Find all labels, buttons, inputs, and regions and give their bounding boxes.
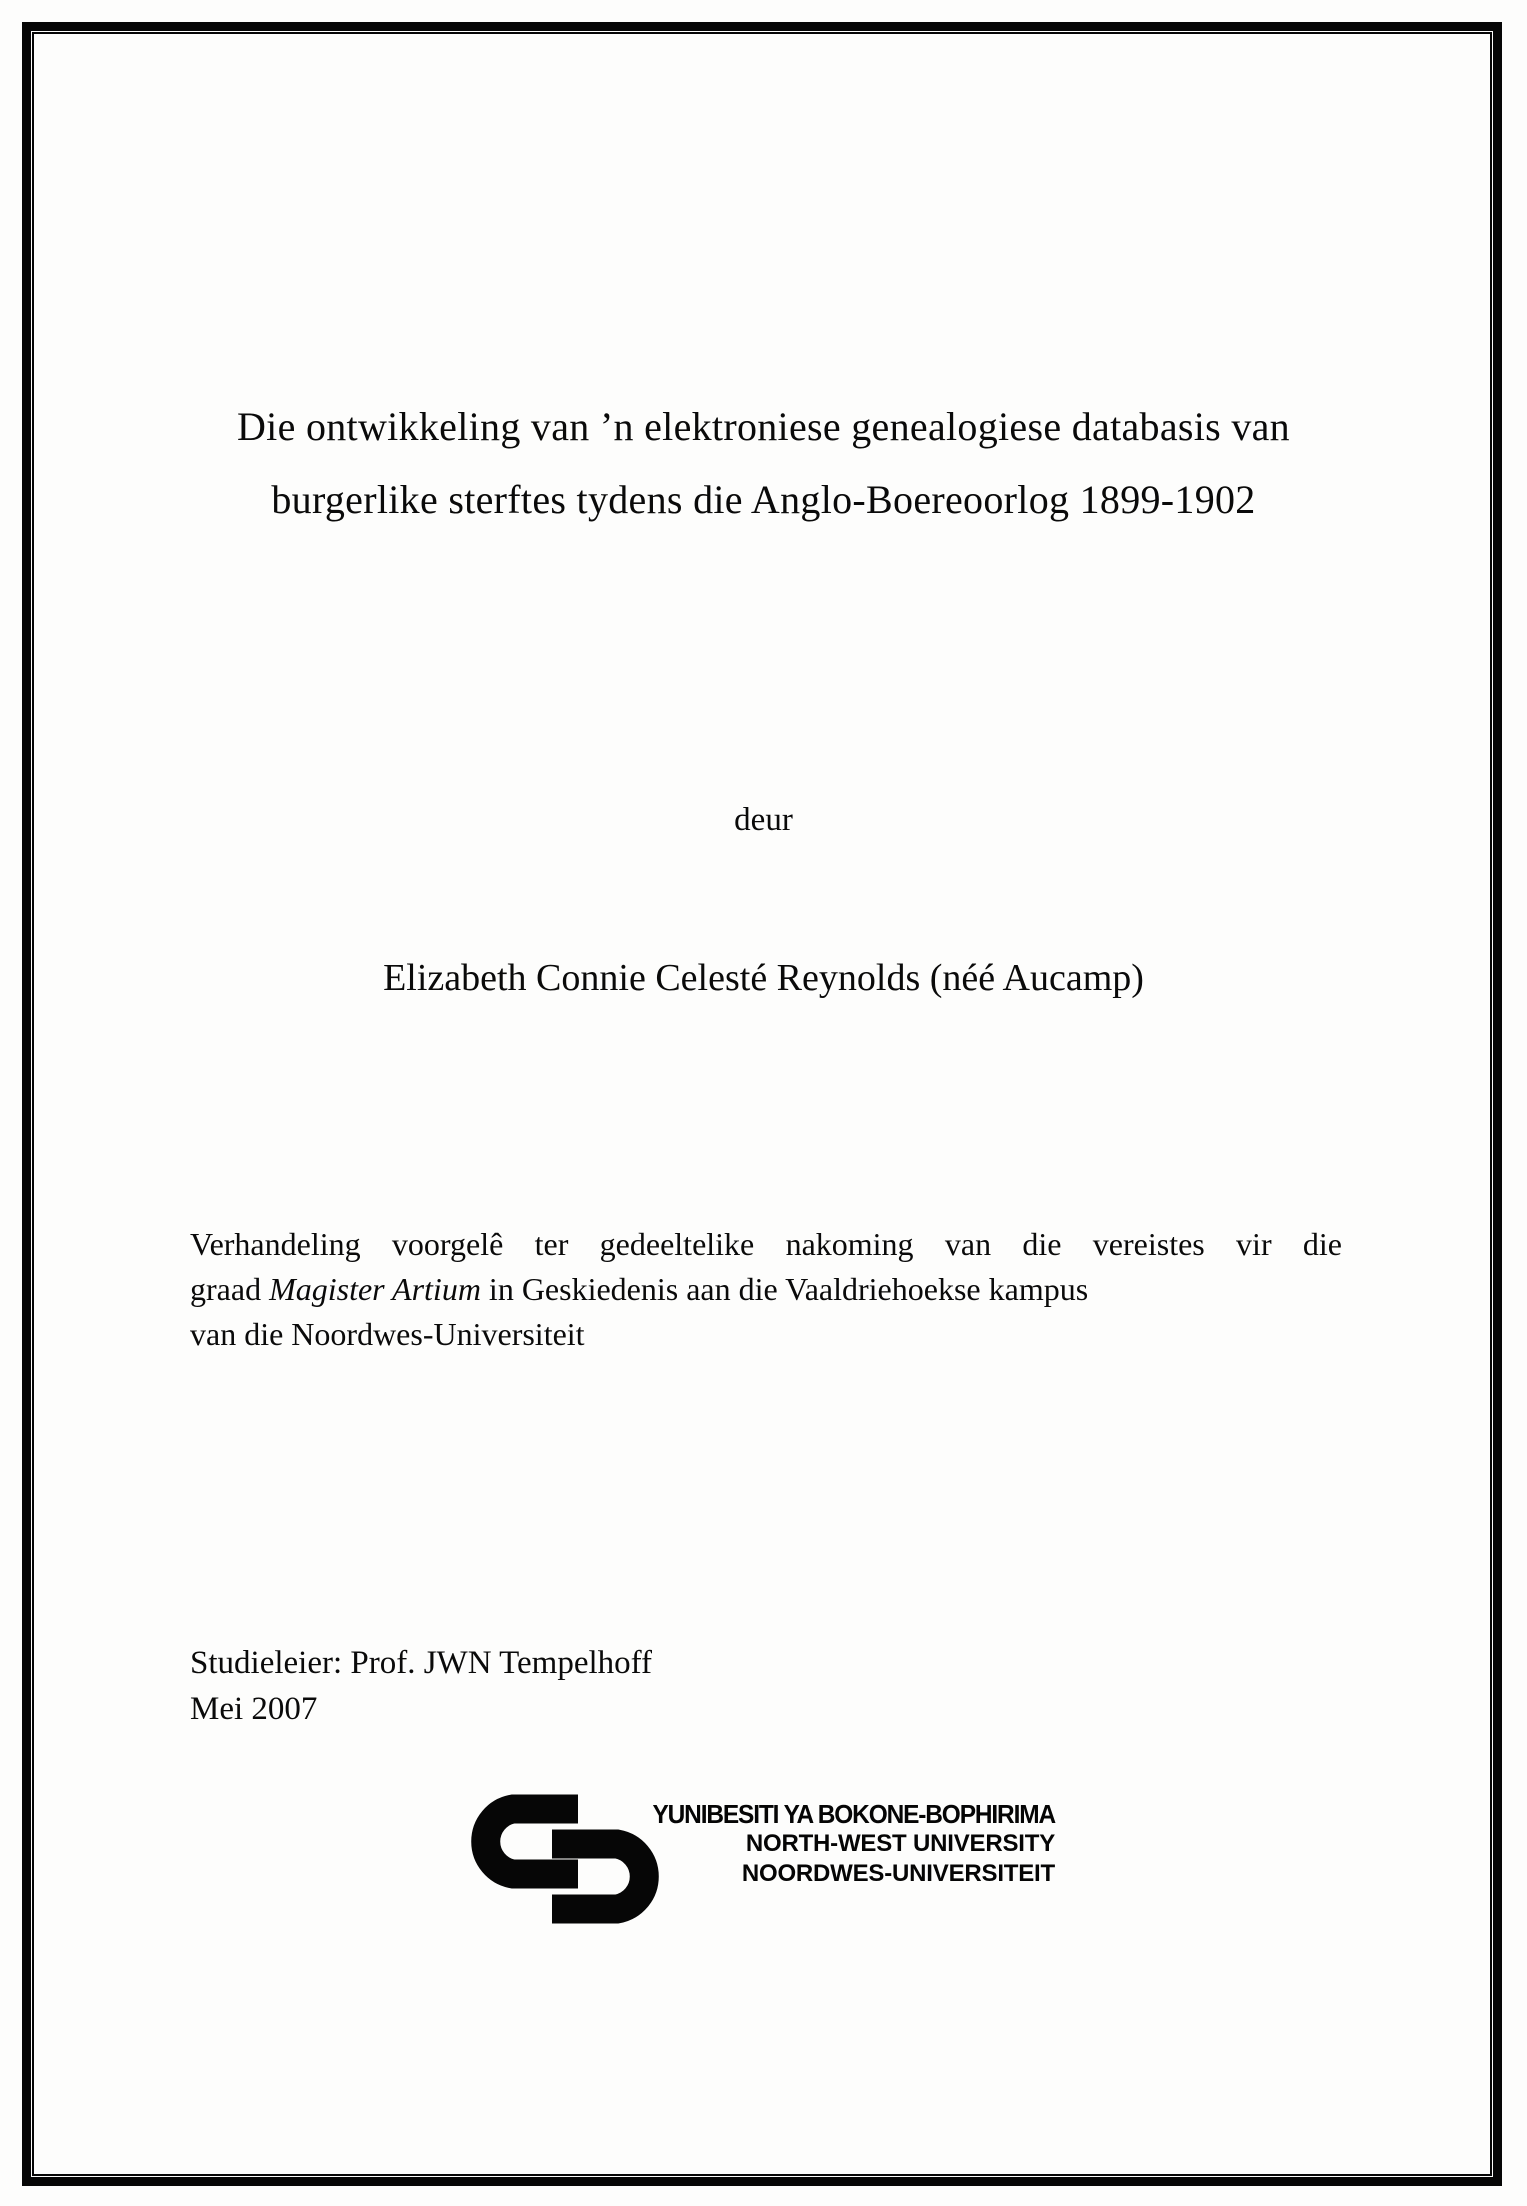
degree-statement-line1: Verhandeling voorgelê ter gedeeltelike nakoming van die vereistes vir die bbox=[190, 1226, 1342, 1262]
supervisor-block bbox=[190, 1640, 652, 1732]
wordmark-afrikaans: NOORDWES-UNIVERSITEIT bbox=[741, 1860, 1055, 1887]
degree-name-italic: Magister Artium bbox=[269, 1271, 481, 1307]
date-line: Mei 2007 bbox=[190, 1691, 318, 1727]
university-logo-block bbox=[465, 1793, 1065, 1933]
author-name: Elizabeth Connie Celesté Reynolds (néé Aucamp) bbox=[383, 957, 1144, 999]
byline-label: deur bbox=[734, 802, 793, 838]
wordmark-setswana: YUNIBESITI YA BOKONE-BOPHIRIMA bbox=[652, 1799, 1055, 1829]
thesis-title-line1: Die ontwikkeling van ’n elektroniese genealogiese databasis van bbox=[236, 404, 1290, 449]
thesis-title-line2: burgerlike sterftes tydens die Anglo-Boereoorlog 1899-1902 bbox=[271, 477, 1256, 522]
degree-statement-line2-post: in Geskiedenis aan die Vaaldriehoekse kampus bbox=[480, 1271, 1089, 1307]
degree-statement bbox=[190, 1222, 1342, 1357]
wordmark-english: NORTH-WEST UNIVERSITY bbox=[745, 1830, 1055, 1857]
degree-statement-line2-pre: graad bbox=[190, 1271, 270, 1307]
thesis-title bbox=[110, 390, 1417, 536]
degree-statement-line3: van die Noordwes-Universiteit bbox=[190, 1316, 585, 1352]
university-wordmark bbox=[555, 1799, 1055, 1889]
degree-statement-line2 bbox=[190, 1267, 1342, 1312]
supervisor-line: Studieleier: Prof. JWN Tempelhoff bbox=[190, 1645, 653, 1681]
